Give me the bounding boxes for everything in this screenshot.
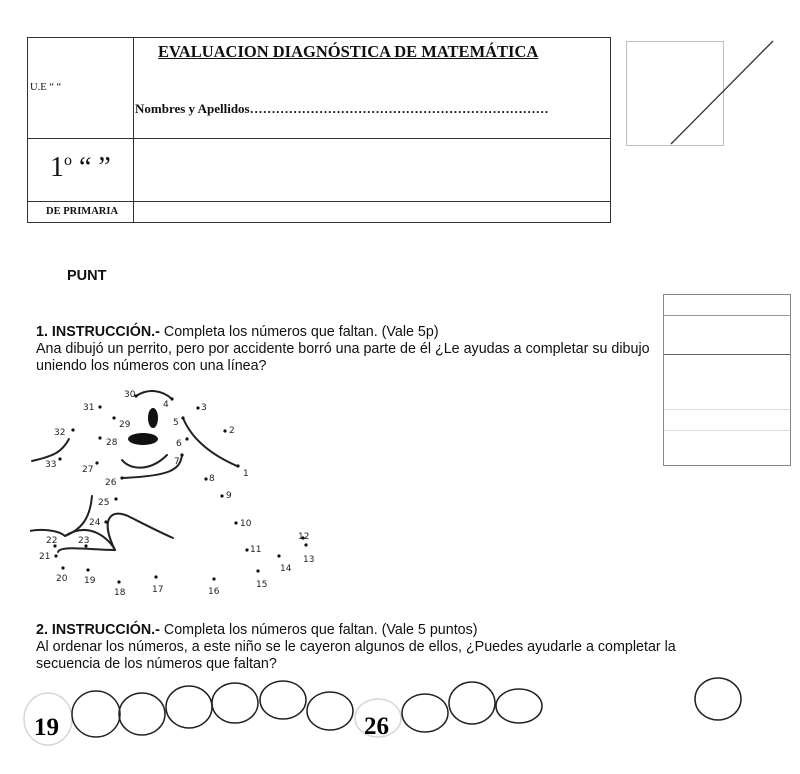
question2-number: 2. INSTRUCCIÓN.- — [36, 622, 160, 638]
question2-line3: secuencia de los números que faltan? — [36, 656, 277, 672]
dot-label: 33 — [45, 460, 57, 470]
dot-point[interactable] — [104, 520, 107, 523]
dot-label: 5 — [173, 418, 179, 428]
sequence-blank-circle[interactable] — [449, 682, 495, 724]
dot-label: 21 — [39, 552, 51, 562]
dot-label: 12 — [298, 532, 310, 542]
sequence-blank-circle[interactable] — [119, 693, 165, 735]
dot-label: 8 — [209, 474, 215, 484]
dot-label: 18 — [114, 588, 126, 598]
dot-label: 23 — [78, 536, 90, 546]
dot-point[interactable] — [185, 437, 188, 440]
dot-label: 1 — [243, 469, 249, 479]
question2-line2: Al ordenar los números, a este niño se le cayeron algunos de ellos, ¿Puedes ayudarle a completar la — [36, 639, 676, 655]
table-row-line — [664, 430, 790, 431]
dot-label: 15 — [256, 580, 268, 590]
grade-number: 1 — [50, 152, 64, 183]
dot-label: 11 — [250, 545, 262, 555]
dot-point[interactable] — [98, 405, 101, 408]
dot-label: 14 — [280, 564, 292, 574]
dot-point[interactable] — [277, 554, 280, 557]
dot-point[interactable] — [304, 543, 307, 546]
dot-point[interactable] — [98, 436, 101, 439]
dot-label: 28 — [106, 438, 118, 448]
sequence-blank-circle[interactable] — [496, 689, 542, 723]
table-row-line — [664, 409, 790, 410]
dot-label: 29 — [119, 420, 131, 430]
sequence-start-number: 19 — [34, 714, 59, 741]
dot-label: 17 — [152, 585, 164, 595]
grade-quotes: “ ” — [72, 152, 111, 183]
dot-label: 32 — [54, 428, 66, 438]
dot-point[interactable] — [117, 580, 120, 583]
dot-point[interactable] — [86, 568, 89, 571]
dot-point[interactable] — [114, 497, 117, 500]
sequence-blank-circle[interactable] — [212, 683, 258, 723]
dot-label: 6 — [176, 439, 182, 449]
dot-point[interactable] — [234, 521, 237, 524]
dot-to-dot-puppy — [30, 380, 330, 610]
question1-line3: uniendo los números con una línea? — [36, 358, 267, 374]
slash-line — [0, 0, 800, 160]
dot-point[interactable] — [223, 429, 226, 432]
dot-label: 27 — [82, 465, 94, 475]
dot-point[interactable] — [61, 566, 64, 569]
names-field[interactable]: Nombres y Apellidos…………………………………………………………… — [135, 101, 549, 116]
dot-point[interactable] — [58, 457, 61, 460]
puppy-nose — [128, 433, 158, 445]
header-divider — [28, 201, 610, 202]
question2-instruction: Completa los números que faltan. (Vale 5 puntos) — [159, 622, 478, 638]
question2-heading — [36, 622, 478, 639]
dot-point[interactable] — [196, 406, 199, 409]
dot-point[interactable] — [212, 577, 215, 580]
question1-number: 1. INSTRUCCIÓN.- — [36, 324, 160, 340]
dot-point[interactable] — [180, 453, 183, 456]
question1-heading — [36, 324, 439, 341]
dot-label: 13 — [303, 555, 315, 565]
dot-label: 4 — [163, 400, 169, 410]
dot-label: 10 — [240, 519, 252, 529]
dot-label: 30 — [124, 390, 136, 400]
sequence-blank-circle[interactable] — [307, 692, 353, 730]
side-score-table — [663, 294, 791, 466]
puppy-drawn-lines — [30, 391, 237, 552]
question1-instruction: Completa los números que faltan. (Vale 5p) — [159, 324, 439, 340]
dot-point[interactable] — [204, 477, 207, 480]
dot-label: 3 — [201, 403, 207, 413]
sequence-blank-circle[interactable] — [166, 686, 212, 728]
dot-label: 25 — [98, 498, 110, 508]
dot-point[interactable] — [220, 494, 223, 497]
dot-label: 26 — [105, 478, 117, 488]
dot-label: 24 — [89, 518, 101, 528]
dot-label: 2 — [229, 426, 235, 436]
sequence-blank-circle[interactable] — [72, 691, 120, 737]
dot-point[interactable] — [95, 461, 98, 464]
dot-label: 7 — [174, 457, 180, 467]
school-label: U.E “ “ — [30, 82, 62, 93]
dot-label: 16 — [208, 587, 220, 597]
puppy-eye — [148, 408, 158, 428]
grade-suffix: o — [64, 152, 72, 169]
dot-label: 22 — [46, 536, 58, 546]
dot-point[interactable] — [54, 554, 57, 557]
page-title: EVALUACION DIAGNÓSTICA DE MATEMÁTICA — [158, 42, 539, 61]
dot-point[interactable] — [154, 575, 157, 578]
dot-point[interactable] — [181, 416, 184, 419]
dot-point[interactable] — [256, 569, 259, 572]
dot-point[interactable] — [170, 397, 173, 400]
dot-label: 31 — [83, 403, 95, 413]
sequence-blank-circle[interactable] — [402, 694, 448, 732]
sequence-mid-number: 26 — [364, 713, 389, 740]
table-row-line — [664, 354, 790, 355]
dot-label: 20 — [56, 574, 68, 584]
sequence-blank-circle[interactable] — [260, 681, 306, 719]
dot-label: 9 — [226, 491, 232, 501]
dot-point[interactable] — [112, 416, 115, 419]
score-label: PUNT — [67, 268, 107, 284]
level-label: DE PRIMARIA — [46, 206, 119, 217]
sequence-blank-circle[interactable] — [695, 678, 741, 720]
dot-point[interactable] — [71, 428, 74, 431]
dot-point[interactable] — [245, 548, 248, 551]
dot-point[interactable] — [236, 464, 239, 467]
question1-line2: Ana dibujó un perrito, pero por accidente borró una parte de él ¿Le ayudas a completar su dibujo — [36, 341, 650, 357]
dot-label: 19 — [84, 576, 96, 586]
dot-point[interactable] — [120, 476, 123, 479]
table-row-line — [664, 315, 790, 316]
